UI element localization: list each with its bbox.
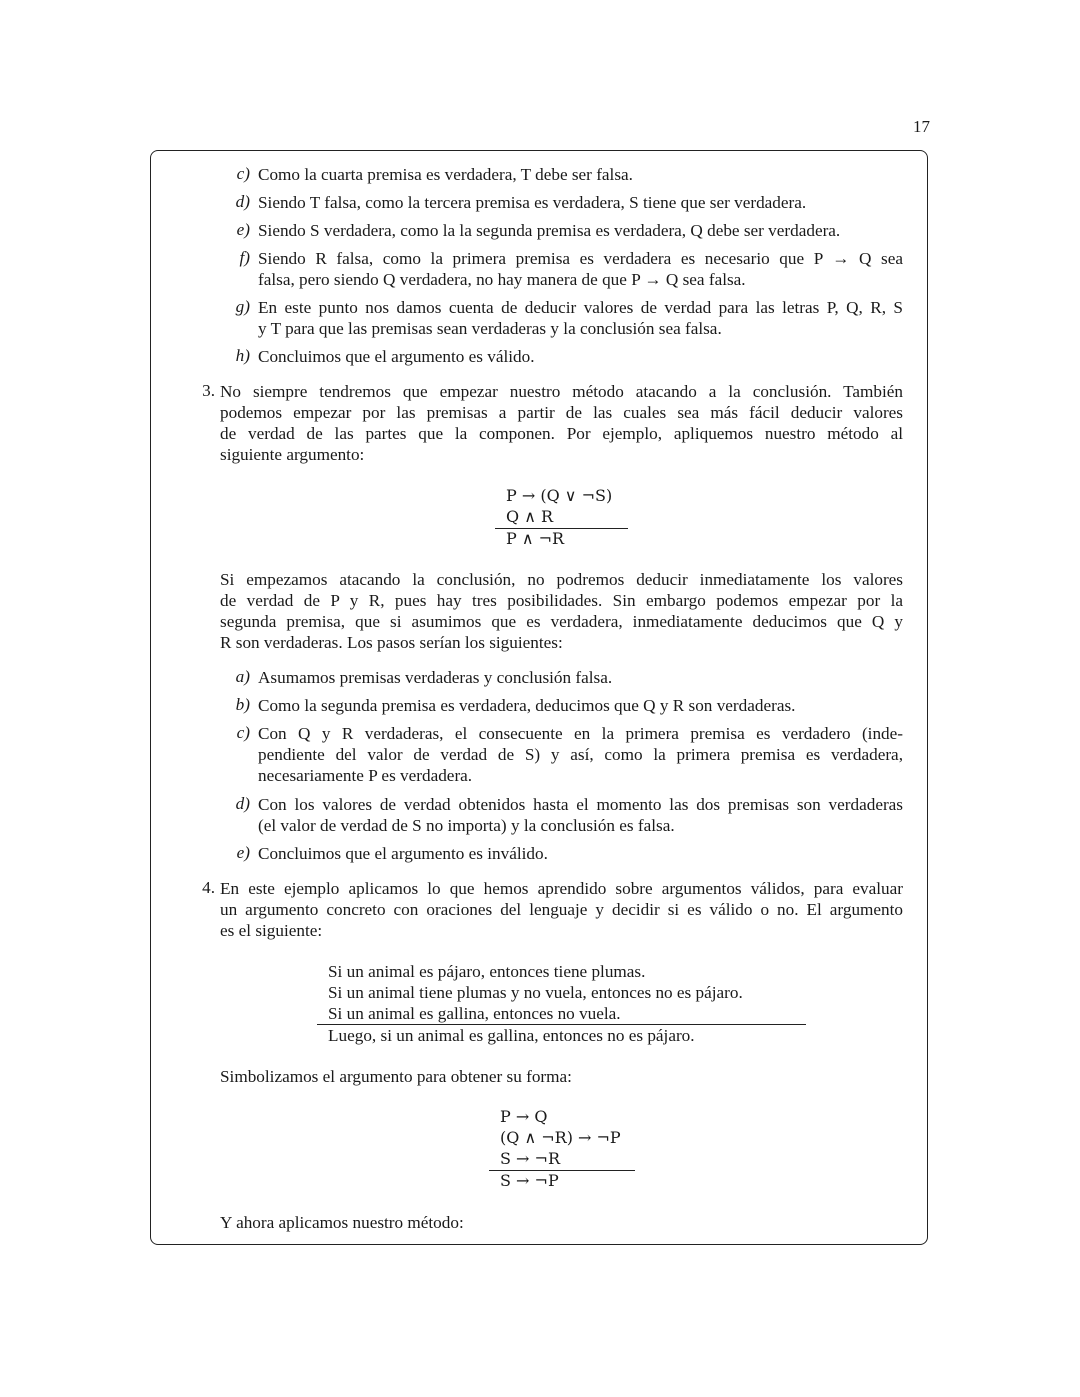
formula-premise: P → Q [500, 1107, 548, 1126]
paragraph-line: Y ahora aplicamos nuestro método: [220, 1213, 464, 1232]
formula-premise: (Q ∧ ¬R) → ¬P [500, 1128, 621, 1147]
paragraph-line: siguiente argumento: [220, 445, 365, 464]
page-number: 17 [913, 117, 930, 136]
argument-premise: Si un animal es pájaro, entonces tiene plumas. [328, 962, 646, 981]
formula-conclusion: P ∧ ¬R [506, 529, 565, 548]
paragraph-line: R son verdaderas. Los pasos serían los siguientes: [220, 633, 563, 652]
paragraph-line: podemos empezar por las premisas a partir de las cuales sea más fácil deducir valores [220, 403, 903, 422]
list-item-text: Siendo S verdadera, como la la segunda premisa es verdadera, Q debe ser verdadera. [258, 221, 841, 240]
argument-premise: Si un animal tiene plumas y no vuela, entonces no es pájaro. [328, 983, 743, 1002]
formula-conclusion: S → ¬P [500, 1171, 559, 1190]
list-item-text: Siendo T falsa, como la tercera premisa es verdadera, S tiene que ser verdadera. [258, 193, 807, 212]
list-item-text: (el valor de verdad de S no importa) y la conclusión es falsa. [258, 816, 675, 835]
paragraph-line: es el siguiente: [220, 921, 323, 940]
list-label: g) [235, 297, 250, 316]
paragraph-line: de verdad de P y R, pues hay tres posibilidades. Sin embargo podemos empezar por la [220, 591, 903, 610]
list-label: c) [236, 164, 250, 183]
paragraph-line: segunda premisa, que si asumimos que es verdadera, inmediatamente deducimos que Q y [220, 612, 903, 631]
list-label: d) [235, 794, 250, 813]
list-item-text: En este punto nos damos cuenta de deducir valores de verdad para las letras P, Q, R, S [258, 298, 903, 317]
list-item-text: Como la segunda premisa es verdadera, deducimos que Q y R son verdaderas. [258, 696, 796, 715]
list-item-text: Siendo R falsa, como la primera premisa es verdadera es necesario que P → Q sea [258, 249, 903, 268]
paragraph-line: Simbolizamos el argumento para obtener su forma: [220, 1067, 572, 1086]
list-label: e) [236, 843, 250, 862]
list-item-text: Concluimos que el argumento es válido. [258, 347, 535, 366]
item-number: 4. [202, 878, 215, 897]
list-label: a) [235, 667, 250, 686]
list-item-text: Con Q y R verdaderas, el consecuente en la primera premisa es verdadero (inde- [258, 724, 903, 743]
list-item-text: falsa, pero siendo Q verdadera, no hay manera de que P → Q sea falsa. [258, 270, 746, 289]
list-item-text: Como la cuarta premisa es verdadera, T debe ser falsa. [258, 165, 633, 184]
argument-conclusion: Luego, si un animal es gallina, entonces no es pájaro. [328, 1026, 695, 1045]
list-label: f) [239, 248, 250, 267]
list-item-text: necesariamente P es verdadera. [258, 766, 473, 785]
list-item-text: Asumamos premisas verdaderas y conclusión falsa. [258, 668, 613, 687]
list-item-text: Concluimos que el argumento es inválido. [258, 844, 548, 863]
paragraph-line: un argumento concreto con oraciones del lenguaje y decidir si es válido o no. El argumento [220, 900, 903, 919]
list-item-text: y T para que las premisas sean verdaderas y la conclusión sea falsa. [258, 319, 722, 338]
paragraph-line: de verdad de las partes que la componen. Por ejemplo, apliquemos nuestro método al [220, 424, 903, 443]
list-label: c) [236, 723, 250, 742]
paragraph-line: En este ejemplo aplicamos lo que hemos aprendido sobre argumentos válidos, para evaluar [220, 879, 903, 898]
list-label: b) [235, 695, 250, 714]
list-label: d) [235, 192, 250, 211]
formula-premise: S → ¬R [500, 1149, 560, 1168]
paragraph-line: Si empezamos atacando la conclusión, no podremos deducir inmediatamente los valores [220, 570, 903, 589]
formula-premise: P → (Q ∨ ¬S) [506, 486, 613, 505]
formula-premise: Q ∧ R [506, 507, 554, 526]
list-label: e) [236, 220, 250, 239]
list-item-text: pendiente del valor de verdad de S) y así, como la primera premisa es verdadera, [258, 745, 903, 764]
argument-premise: Si un animal es gallina, entonces no vuela. [328, 1004, 621, 1023]
list-label: h) [235, 346, 250, 365]
list-item-text: Con los valores de verdad obtenidos hasta el momento las dos premisas son verdaderas [258, 795, 903, 814]
item-number: 3. [202, 381, 215, 400]
paragraph-line: No siempre tendremos que empezar nuestro método atacando a la conclusión. También [220, 382, 903, 401]
